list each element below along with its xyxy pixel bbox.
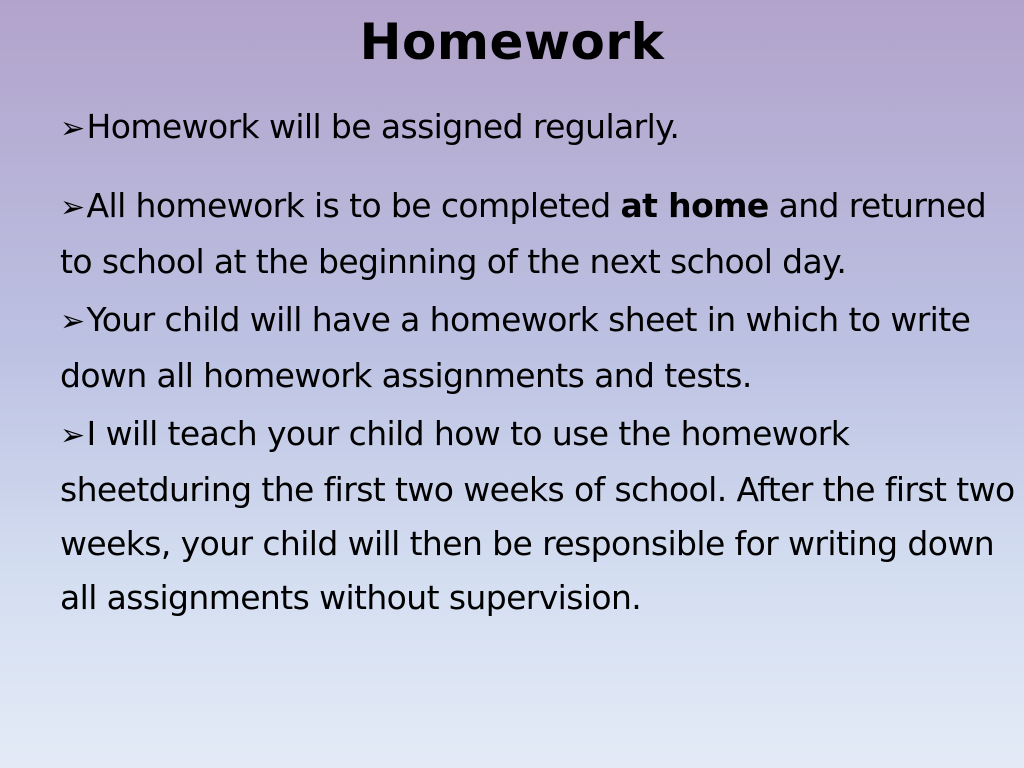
bullet-item (60, 179, 1020, 289)
bullet-text: Homework will be assigned regularly. (86, 107, 680, 146)
bullet-item (60, 407, 1020, 625)
bullet-item (60, 100, 1020, 156)
arrow-bullet-icon: ➢ (60, 304, 85, 339)
bullet-text: and returned to school at the beginning of the next school day. (60, 186, 987, 281)
bullet-text: All homework is to be completed (86, 186, 621, 225)
bullet-text: Your child will have a homework sheet in which to write down all homework assignments and tests. (60, 300, 971, 395)
arrow-bullet-icon: ➢ (60, 111, 85, 146)
slide-title: Homework (359, 13, 665, 71)
arrow-bullet-icon: ➢ (60, 418, 85, 453)
arrow-bullet-icon: ➢ (60, 190, 85, 225)
bullet-emphasis-text: at home (620, 186, 769, 225)
bullet-item (60, 293, 1020, 403)
bullet-text: I will teach your child how to use the homework sheetduring the first two weeks of school. After the first two weeks, your child will then be responsible for writing down all assignments without supervision. (60, 414, 1015, 617)
bullet-list (60, 100, 1020, 625)
